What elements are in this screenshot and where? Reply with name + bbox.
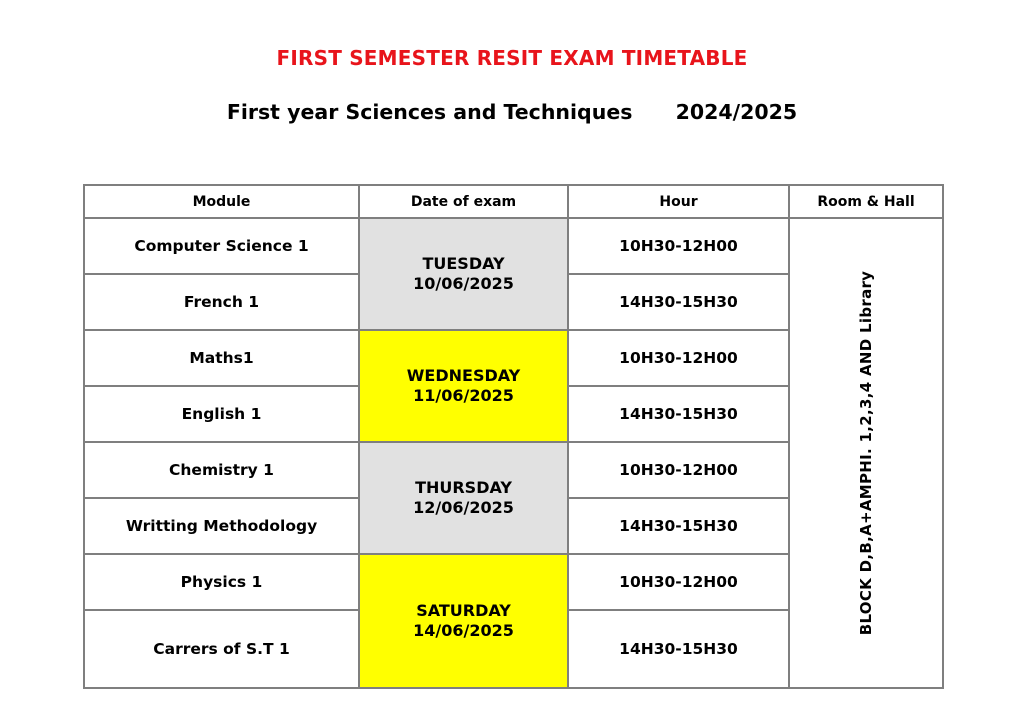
module-cell: French 1 (84, 274, 359, 330)
exam-date: 12/06/2025 (413, 498, 514, 517)
date-cell (359, 554, 568, 688)
hour-cell: 14H30-15H30 (568, 274, 789, 330)
exam-day: TUESDAY (422, 254, 505, 273)
module-cell: English 1 (84, 386, 359, 442)
column-header-module: Module (84, 185, 359, 218)
hour-cell: 14H30-15H30 (568, 386, 789, 442)
room-text: BLOCK D,B,A+AMPHI. 1,2,3,4 AND Library (857, 270, 875, 636)
date-cell (359, 442, 568, 554)
table-row (84, 218, 943, 274)
program-name: First year Sciences and Techniques (226, 100, 633, 124)
module-cell: Computer Science 1 (84, 218, 359, 274)
page-title: FIRST SEMESTER RESIT EXAM TIMETABLE (276, 46, 748, 70)
exam-date: 10/06/2025 (413, 274, 514, 293)
module-cell: Chemistry 1 (84, 442, 359, 498)
table-header-row (84, 185, 943, 218)
module-cell: Writting Methodology (84, 498, 359, 554)
hour-cell: 10H30-12H00 (568, 442, 789, 498)
exam-timetable (83, 184, 944, 689)
page-subtitle (0, 100, 1024, 124)
column-header-room: Room & Hall (789, 185, 943, 218)
exam-day: THURSDAY (415, 478, 512, 497)
module-cell: Carrers of S.T 1 (84, 610, 359, 688)
academic-year: 2024/2025 (675, 100, 798, 124)
hour-cell: 10H30-12H00 (568, 330, 789, 386)
module-cell: Maths1 (84, 330, 359, 386)
exam-day: SATURDAY (416, 601, 511, 620)
hour-cell: 14H30-15H30 (568, 610, 789, 688)
exam-day: WEDNESDAY (406, 366, 521, 385)
hour-cell: 10H30-12H00 (568, 218, 789, 274)
hour-cell: 14H30-15H30 (568, 498, 789, 554)
hour-cell: 10H30-12H00 (568, 554, 789, 610)
module-cell: Physics 1 (84, 554, 359, 610)
date-cell (359, 330, 568, 442)
column-header-date: Date of exam (359, 185, 568, 218)
column-header-hour: Hour (568, 185, 789, 218)
room-cell (789, 218, 943, 688)
date-cell (359, 218, 568, 330)
exam-date: 14/06/2025 (413, 621, 514, 640)
exam-date: 11/06/2025 (413, 386, 514, 405)
